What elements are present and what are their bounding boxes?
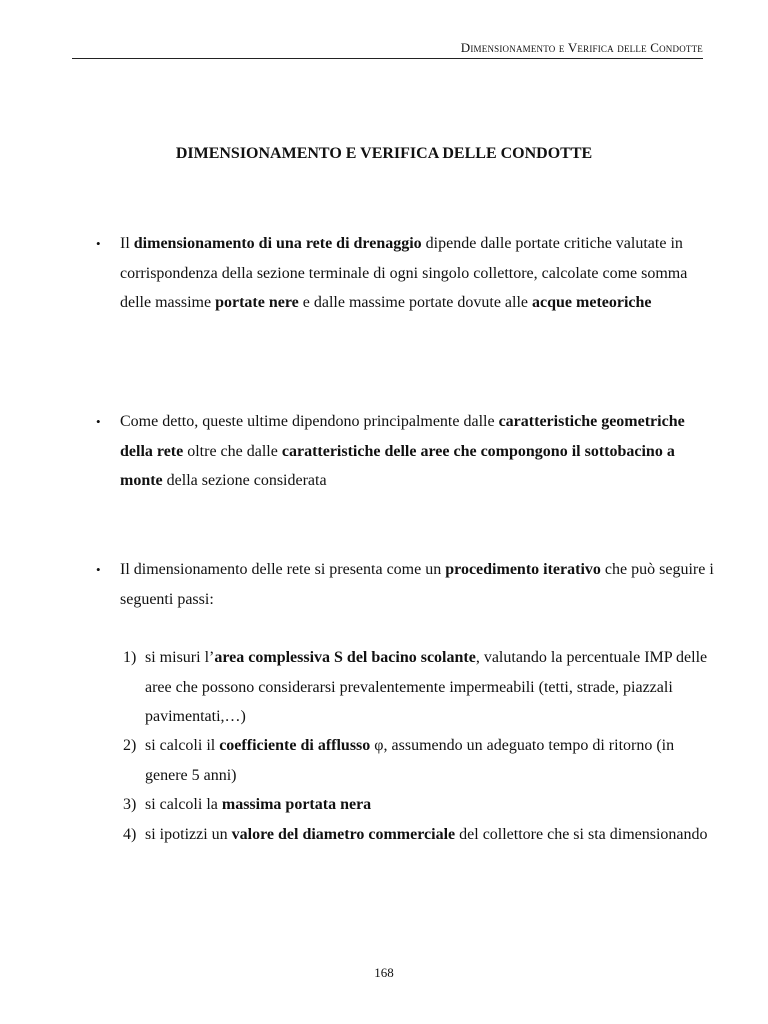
text-run: del collettore che si sta dimensionando xyxy=(455,826,708,843)
bullet-paragraph-2 xyxy=(96,407,716,496)
text-run: e dalle massime portate dovute alle xyxy=(298,294,533,311)
bold-term: valore del diametro commerciale xyxy=(231,826,456,843)
bullet-text xyxy=(120,555,716,614)
text-run: Il xyxy=(120,235,134,252)
step-text xyxy=(145,790,713,820)
running-title: Dimensionamento e Verifica delle Condotte xyxy=(460,40,703,55)
step-number: 1) xyxy=(123,649,137,666)
step-number: 2) xyxy=(123,737,137,754)
bullet-paragraph-3 xyxy=(96,555,716,614)
step-text xyxy=(145,643,713,732)
step-2 xyxy=(123,731,713,790)
step-number: 3) xyxy=(123,796,137,813)
bold-term: dimensionamento di una rete di drenaggio xyxy=(133,235,422,252)
bullet-icon: • xyxy=(96,562,101,577)
step-text xyxy=(145,820,713,850)
step-number: 4) xyxy=(123,826,137,843)
bullet-text xyxy=(120,229,716,318)
text-run: Come detto, queste ultime dipendono principalmente dalle xyxy=(120,413,499,430)
page-number: 168 xyxy=(374,965,394,980)
text-run: si misuri l’ xyxy=(145,649,215,666)
bullet-icon: • xyxy=(96,414,101,429)
bold-term: coefficiente di afflusso xyxy=(219,737,371,754)
text-run: si calcoli la xyxy=(145,796,222,813)
step-4 xyxy=(123,820,713,850)
text-run: si calcoli il xyxy=(145,737,220,754)
step-1 xyxy=(123,643,713,732)
text-run: φ, assumendo un adeguato tempo di ritorno (in genere 5 anni) xyxy=(145,737,675,784)
bold-term: area complessiva S del bacino scolante xyxy=(214,649,476,666)
text-run: dipende dalle portate critiche valutate in corrispondenza della sezione terminale di ogni singolo collettore, calcolate come somma delle massime xyxy=(120,235,688,311)
step-3 xyxy=(123,790,713,820)
bold-term: massima portata nera xyxy=(221,796,372,813)
bold-term: portate nere xyxy=(215,294,299,311)
bold-term: acque meteoriche xyxy=(532,294,652,311)
bold-term: caratteristiche geometriche della rete xyxy=(120,413,685,460)
bullet-paragraph-1 xyxy=(96,229,716,318)
text-run: della sezione considerata xyxy=(162,472,327,489)
bullet-icon: • xyxy=(96,236,101,251)
bullet-text xyxy=(120,407,716,496)
text-run: si ipotizzi un xyxy=(145,826,232,843)
text-run: oltre che dalle xyxy=(183,442,282,460)
text-run: che può seguire i seguenti passi: xyxy=(120,561,714,608)
text-run: , valutando la percentuale IMP delle aree che possono considerarsi prevalentemente impermeabili (tetti, strade, piazzali pavimentati,…) xyxy=(145,649,708,725)
bold-term: caratteristiche delle aree che compongono il sottobacino a monte xyxy=(120,442,675,489)
bold-term: procedimento iterativo xyxy=(445,561,601,578)
text-run: Il dimensionamento delle rete si presenta come un xyxy=(120,561,446,578)
running-header xyxy=(72,40,703,59)
section-title: DIMENSIONAMENTO E VERIFICA DELLE CONDOTTE xyxy=(175,145,593,162)
step-text xyxy=(145,731,713,790)
